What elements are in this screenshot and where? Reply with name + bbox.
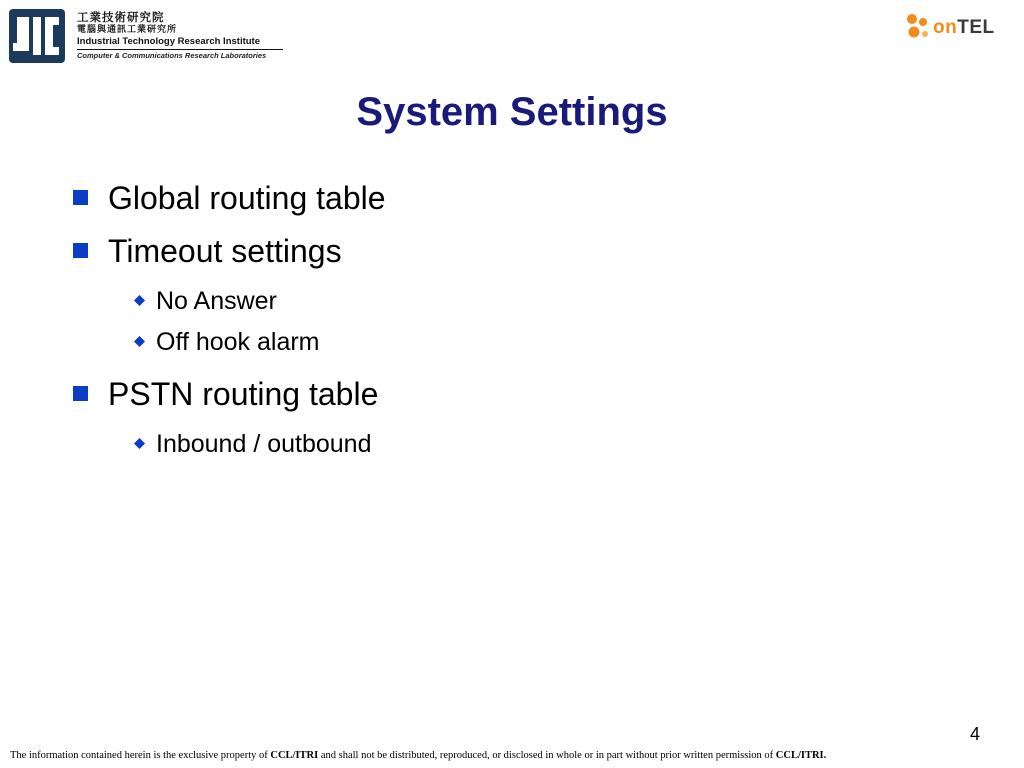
- ontel-dots-icon: [905, 12, 935, 42]
- bullet-text: Timeout settings: [108, 233, 342, 269]
- footer-disclaimer: [10, 750, 1010, 761]
- slide-title: System Settings: [356, 90, 668, 134]
- diamond-bullet-icon: [134, 438, 145, 449]
- sub-bullet-text: No Answer: [156, 287, 277, 315]
- itri-chinese-name: 工業技術研究院: [77, 10, 165, 24]
- sub-bullet-item: [70, 427, 970, 468]
- bullet-item: [70, 374, 970, 427]
- diamond-bullet-icon: [134, 295, 145, 306]
- bullet-text: Global routing table: [108, 180, 386, 216]
- sub-bullet-text: Inbound / outbound: [156, 430, 372, 458]
- sub-bullet-item: [70, 284, 970, 325]
- square-bullet-icon: [73, 386, 88, 401]
- footer-text-2: and shall not be distributed, reproduced, or disclosed in whole or in part without prior written permission of: [318, 750, 776, 761]
- bullet-list: [70, 178, 970, 468]
- itri-english-subname: Computer & Communications Research Laboratories: [77, 51, 267, 60]
- ontel-wordmark: [933, 17, 995, 39]
- footer-owner: CCL/ITRI: [270, 750, 319, 761]
- diamond-bullet-icon: [134, 336, 145, 347]
- itri-emblem-icon: [9, 9, 65, 63]
- footer-text-1: The information contained herein is the exclusive property of: [10, 750, 271, 761]
- bullet-item: [70, 231, 970, 284]
- itri-chinese-subname: 電腦與通訊工業研究所: [77, 25, 178, 35]
- ontel-logo: [905, 12, 1015, 42]
- itri-text-block: [77, 10, 283, 61]
- bullet-text: PSTN routing table: [108, 376, 379, 412]
- itri-logo: [9, 9, 281, 63]
- footer-owner-end: CCL/ITRI.: [775, 750, 827, 761]
- sub-bullet-text: Off hook alarm: [156, 328, 320, 356]
- square-bullet-icon: [73, 243, 88, 258]
- page-number: 4: [969, 724, 980, 744]
- itri-english-name: Industrial Technology Research Institute: [77, 36, 283, 50]
- ontel-wordmark-tel: TEL: [957, 17, 995, 38]
- sub-bullet-item: [70, 325, 970, 366]
- bullet-item: [70, 178, 970, 231]
- square-bullet-icon: [73, 190, 88, 205]
- ontel-wordmark-on: on: [933, 17, 958, 38]
